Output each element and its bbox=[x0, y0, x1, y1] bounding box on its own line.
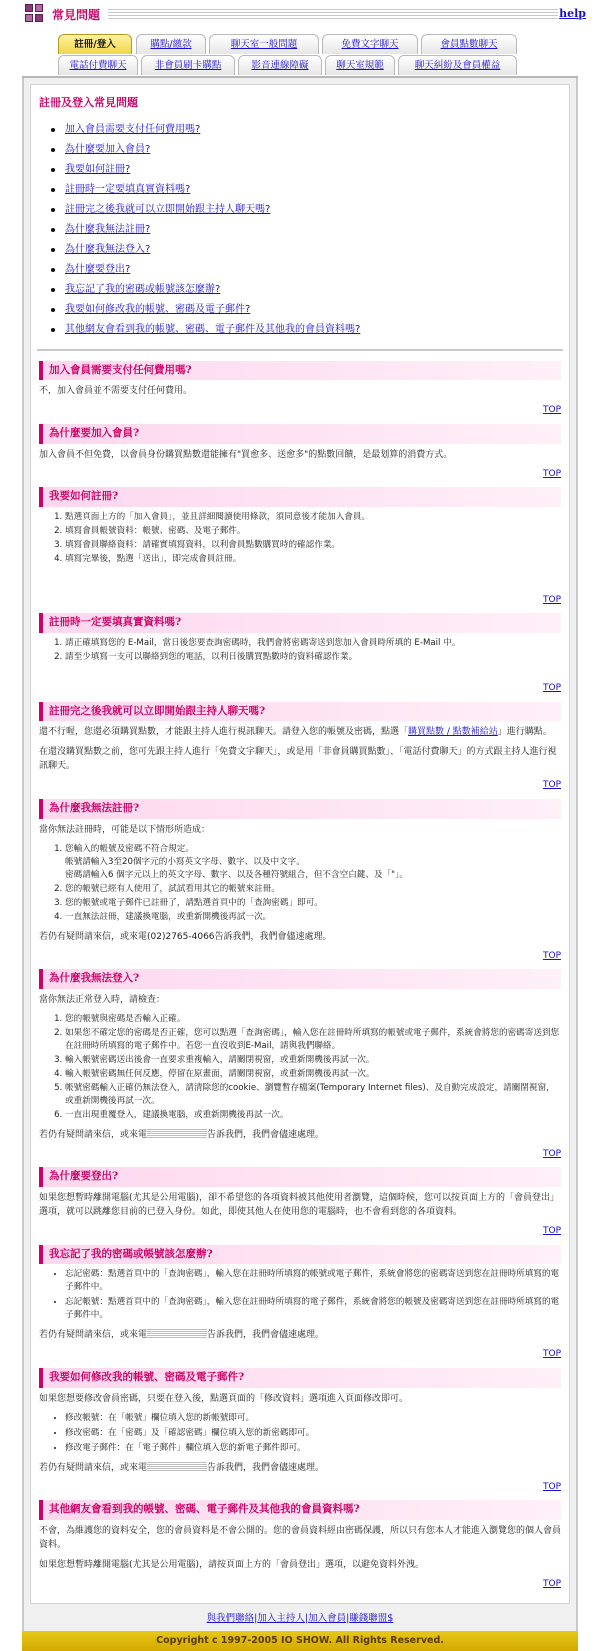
faq-link[interactable]: 我要如何註冊? bbox=[65, 163, 131, 175]
faq-index-title: 註冊及登入常見問題 bbox=[39, 96, 138, 109]
list-item: 1. 點選頁面上方的「加入會員」，並且詳細閱讀使用條款，須同意後才能加入會員。 bbox=[65, 511, 561, 524]
top-link[interactable]: TOP bbox=[542, 594, 561, 605]
section-text: 如果您想暫時離開電腦(尤其是公用電腦)，卻不希望您的各項資料被其他使用者瀏覽，這個時候，您可以按頁面上方的「會員登出」選項，就可以跳離您目前的已登入身份。如此，即使其他人在使用您的電腦時，也不會看到您的各項資料。 bbox=[39, 1193, 560, 1217]
help-link[interactable]: help bbox=[559, 7, 586, 20]
list-item-subtext: 帳號請輸入3至20個字元的小寫英文字母、數字、以及中文字。 bbox=[65, 856, 305, 867]
list-item: • 忘記密碼：點選首頁中的「查詢密碼」，輸入您在註冊時所填寫的帳號或電子郵件，系統會將您的密碼寄送到您在註冊時所填寫的電子郵件中。 bbox=[65, 1268, 561, 1294]
ordered-list bbox=[39, 637, 561, 664]
top-link[interactable]: TOP bbox=[542, 1148, 561, 1159]
footer-link-contact[interactable]: 與我們聯絡 bbox=[206, 1613, 255, 1625]
list-item-text: 您輸入的帳號及密碼不符合規定。 bbox=[65, 843, 194, 854]
list-item: 2. 您的帳號已經有人使用了，試試看用其它的帳號來註冊。 bbox=[65, 883, 561, 896]
content-frame bbox=[22, 78, 578, 1604]
section-title: 註冊時一定要填真實資料嗎? bbox=[39, 613, 561, 633]
contact-text bbox=[39, 1128, 561, 1142]
tab-video-connection[interactable]: 影音連線障礙 bbox=[238, 55, 322, 75]
tab-chatroom-general[interactable]: 聊天室一般問題 bbox=[209, 34, 319, 54]
faq-link[interactable]: 為什麼我無法註冊? bbox=[65, 223, 151, 235]
contact-text bbox=[39, 1328, 561, 1342]
section-title: 加入會員需要支付任何費用嗎? bbox=[39, 361, 561, 381]
list-item bbox=[51, 262, 561, 277]
section-text: 不，加入會員並不需要支付任何費用。 bbox=[39, 386, 193, 397]
section-title: 其他網友會看到我的帳號、密碼、電子郵件及其他我的會員資料嗎? bbox=[39, 1500, 561, 1520]
text-segment: 還不行喔，您還必須購買點數，才能跟主持人進行視訊聊天。請登入您的帳號及密碼，點選「 bbox=[39, 727, 409, 738]
list-item bbox=[51, 242, 561, 257]
logo-icon bbox=[25, 4, 43, 22]
faq-section bbox=[39, 613, 561, 695]
section-text: 在還沒購買點數之前，您可先跟主持人進行「免費文字聊天」，或是用「非會員購買點數」、「電話付費聊天」的方式跟主持人進行視訊聊天。 bbox=[39, 747, 557, 772]
section-title: 為什麼我無法註冊? bbox=[39, 799, 561, 819]
tab-free-text-chat[interactable]: 免費文字聊天 bbox=[322, 34, 418, 54]
list-item: 4. 輸入帳號密碼無任何反應，停留在原畫面，請關閉視窗，或重新開機後再試一次。 bbox=[65, 1068, 561, 1081]
separator: | bbox=[304, 1613, 309, 1625]
top-link[interactable]: TOP bbox=[542, 1578, 561, 1589]
tab-member-point-chat[interactable]: 會員點數聊天 bbox=[421, 34, 517, 54]
list-item: 5. 帳號密碼輸入正確仍無法登入，請清除您的cookie、瀏覽暫存檔案(Temporary Internet files)、及自動完成設定，請關閉視窗，或重新開機後再試一次。 bbox=[65, 1082, 561, 1108]
section-text: 不會，為維護您的資料安全，您的會員資料是不會公開的。您的會員資料經由密碼保護，所以只有您本人才能進入瀏覽您的個人會員資料。 bbox=[39, 1525, 562, 1550]
list-item bbox=[51, 142, 561, 157]
tab-disputes-rights[interactable]: 聊天糾紛及會員權益 bbox=[398, 55, 517, 75]
list-item bbox=[51, 302, 561, 317]
page-title: 常見問題 bbox=[52, 8, 101, 22]
section-intro: 當你無法註冊時，可能是以下情形所造成： bbox=[39, 824, 211, 835]
top-link[interactable]: TOP bbox=[542, 780, 561, 791]
list-item: • 修改密碼：在「密碼」及「確認密碼」欄位填入您的新密碼即可。 bbox=[65, 1427, 561, 1440]
section-title: 為什麼我無法登入? bbox=[39, 969, 561, 989]
list-item: 3. 輸入帳號密碼送出後會一直要求重複輸入，請關閉視窗，或重新開機後再試一次。 bbox=[65, 1054, 561, 1067]
text-segment: 告訴我們，我們會儘速處理。 bbox=[207, 1462, 325, 1473]
list-item: 1. 您的帳號與密碼是否輸入正確。 bbox=[65, 1013, 561, 1026]
footer-link-member[interactable]: 加入會員 bbox=[308, 1613, 347, 1625]
page-header bbox=[0, 0, 600, 30]
section-title: 我要如何修改我的帳號、密碼及電子郵件? bbox=[39, 1368, 561, 1388]
divider bbox=[37, 349, 563, 351]
top-link[interactable]: TOP bbox=[542, 1226, 561, 1236]
faq-link[interactable]: 其他網友會看到我的帳號、密碼、電子郵件及其他我的會員資料嗎? bbox=[65, 323, 361, 335]
tab-phone-paid-chat[interactable]: 電話付費聊天 bbox=[58, 55, 138, 75]
faq-section bbox=[39, 702, 561, 793]
section-title: 我忘記了我的密碼或帳號該怎麼辦? bbox=[39, 1245, 561, 1265]
faq-section bbox=[39, 361, 561, 418]
footer-link-host[interactable]: 加入主持人 bbox=[257, 1613, 305, 1625]
faq-link[interactable]: 我忘記了我的密碼或帳號該怎麼辦? bbox=[65, 283, 221, 295]
list-item: • 修改帳號：在「帳號」欄位填入您的新帳號即可。 bbox=[65, 1412, 561, 1425]
top-link[interactable]: TOP bbox=[542, 950, 561, 961]
text-segment: 若仍有疑問請來信，或來電 bbox=[39, 1330, 148, 1341]
section-title: 註冊完之後我就可以立即開始跟主持人聊天嗎? bbox=[39, 702, 561, 722]
list-item bbox=[51, 222, 561, 237]
tab-register-login[interactable]: 註冊/登入 bbox=[58, 34, 132, 54]
separator: | bbox=[254, 1613, 258, 1625]
ordered-list bbox=[39, 511, 561, 566]
list-item bbox=[51, 182, 561, 197]
section-title: 為什麼要登出? bbox=[39, 1167, 561, 1187]
faq-link[interactable]: 我要如何修改我的帳號、密碼及電子郵件? bbox=[65, 303, 251, 315]
section-title: 我要如何註冊? bbox=[39, 487, 561, 507]
section-intro: 當你無法正常登入時，請檢查： bbox=[39, 994, 166, 1005]
faq-link[interactable]: 為什麼要加入會員? bbox=[65, 143, 151, 155]
faq-link[interactable]: 註冊時一定要填真實資料嗎? bbox=[65, 183, 191, 195]
contact-text: 若仍有疑問請來信，或來電(02)2765-4066告訴我們，我們會儘速處理。 bbox=[39, 931, 332, 942]
footer-nav bbox=[22, 1604, 578, 1630]
tab-buy-points[interactable]: 購點/繳款 bbox=[136, 34, 206, 54]
list-item: 2. 填寫會員帳號資料：帳號、密碼、及電子郵件。 bbox=[65, 525, 561, 538]
top-link[interactable]: TOP bbox=[542, 683, 561, 693]
content-panel bbox=[30, 84, 570, 1604]
faq-index-list bbox=[39, 122, 561, 337]
section-text: 如果您想要修改會員密碼，只要在登入後，點選頁面的「修改資料」選項進入頁面修改即可。 bbox=[39, 1393, 409, 1404]
text-segment: 若仍有疑問請來信，或來電 bbox=[39, 1462, 148, 1473]
list-item bbox=[51, 282, 561, 297]
faq-section bbox=[39, 1245, 561, 1362]
text-segment: 告訴我們，我們會儘速處理。 bbox=[207, 1129, 325, 1140]
list-item bbox=[65, 843, 561, 882]
list-item: 3. 填寫會員聯絡資料：請確實填寫資料，以利會員點數購買時的確認作業。 bbox=[65, 539, 561, 552]
ordered-list bbox=[39, 1013, 561, 1122]
list-item: 4. 填寫完畢後，點選「送出」，即完成會員註冊。 bbox=[65, 553, 561, 566]
contact-text bbox=[39, 1461, 561, 1475]
faq-section bbox=[39, 487, 561, 607]
faq-section bbox=[39, 1368, 561, 1494]
list-item: 2. 請至少填寫一支可以聯絡到您的電話，以利日後購買點數時的資料確認作業。 bbox=[65, 651, 561, 664]
faq-section bbox=[39, 969, 561, 1161]
faq-section bbox=[39, 424, 561, 481]
top-link[interactable]: TOP bbox=[542, 405, 561, 416]
tab-chat-rules[interactable]: 聊天室規範 bbox=[325, 55, 395, 75]
section-title: 為什麼要加入會員? bbox=[39, 424, 561, 444]
title-stripe bbox=[108, 9, 558, 19]
top-link[interactable]: TOP bbox=[542, 1349, 561, 1360]
list-item bbox=[51, 322, 561, 337]
redacted-phone bbox=[147, 1462, 207, 1471]
redacted-phone bbox=[147, 1129, 207, 1138]
top-link[interactable]: TOP bbox=[542, 1481, 561, 1492]
footer-link-affiliate[interactable]: 賺錢聯盟$ bbox=[349, 1613, 394, 1625]
separator: | bbox=[346, 1613, 350, 1625]
text-segment: 若仍有疑問請來信，或來電 bbox=[39, 1129, 148, 1140]
section-text: 加入會員不但免費，以會員身份購買點數還能擁有"買愈多、送愈多"的點數回饋，是最划算的消費方式。 bbox=[39, 449, 453, 460]
bullet-list bbox=[39, 1268, 561, 1322]
list-item bbox=[51, 162, 561, 177]
section-text bbox=[39, 725, 561, 739]
list-item: 3. 您的帳號或電子郵件已註冊了，請點選首頁中的「查詢密碼」即可。 bbox=[65, 897, 561, 910]
text-segment: 」進行購點。 bbox=[497, 727, 552, 738]
text-segment: 告訴我們，我們會儘速處理。 bbox=[207, 1330, 325, 1341]
ordered-list bbox=[39, 843, 561, 924]
tab-nonmember-card-buy[interactable]: 非會員刷卡購點 bbox=[141, 55, 235, 75]
buy-points-link[interactable]: 購買點數 / 點數補給站 bbox=[408, 727, 498, 738]
list-item bbox=[51, 202, 561, 217]
faq-link[interactable]: 為什麼要登出? bbox=[65, 263, 131, 275]
faq-section bbox=[39, 799, 561, 963]
faq-section bbox=[39, 1167, 561, 1238]
faq-section bbox=[39, 1500, 561, 1591]
section-text: 如果您想暫時離開電腦(尤其是公用電腦)，請按頁面上方的「會員登出」選項，以避免資料外洩。 bbox=[39, 1559, 425, 1570]
faq-link[interactable]: 為什麼我無法登入? bbox=[65, 243, 151, 255]
copyright-bar: Copyright c 1997-2005 IO SHOW. All Rights Reserved. bbox=[22, 1631, 578, 1651]
tab-underline bbox=[22, 76, 578, 78]
list-item: 2. 如果您不確定您的密碼是否正確，您可以點選「查詢密碼」，輸入您在註冊時所填寫的帳號或電子郵件，系統會將您的密碼寄送到您在註冊時所填寫的電子郵件中。若您一直沒收到E-Mail，請與我們聯絡。 bbox=[65, 1027, 561, 1053]
bullet-list bbox=[39, 1412, 561, 1455]
list-item: 6. 一直出現重覆登入，建議換電腦，或重新開機後再試一次。 bbox=[65, 1109, 561, 1122]
redacted-phone bbox=[147, 1329, 207, 1338]
list-item: • 忘記帳號：點選首頁中的「查詢密碼」，輸入您在註冊時所填寫的電子郵件，系統會將您的帳號及密碼寄送到您在註冊時所填寫的電子郵件中。 bbox=[65, 1296, 561, 1322]
faq-link[interactable]: 註冊完之後我就可以立即開始跟主持人聊天嗎? bbox=[65, 203, 271, 215]
list-item bbox=[51, 122, 561, 137]
list-item: • 修改電子郵件：在「電子郵件」欄位填入您的新電子郵件即可。 bbox=[65, 1442, 561, 1455]
faq-link[interactable]: 加入會員需要支付任何費用嗎? bbox=[65, 123, 201, 135]
list-item: 4. 一直無法註冊，建議換電腦，或重新開機後再試一次。 bbox=[65, 911, 561, 924]
top-link[interactable]: TOP bbox=[542, 468, 561, 479]
tab-bar bbox=[0, 30, 600, 78]
list-item-subtext: 密碼請輸入6 個字元以上的英文字母、數字、以及各種符號組合，但不含空白鍵、及「"」。 bbox=[65, 869, 409, 880]
list-item: 1. 請正確填寫您的 E-Mail，當日後您要查詢密碼時，我們會將密碼寄送到您加入會員時所填的 E-Mail 中。 bbox=[65, 637, 561, 650]
